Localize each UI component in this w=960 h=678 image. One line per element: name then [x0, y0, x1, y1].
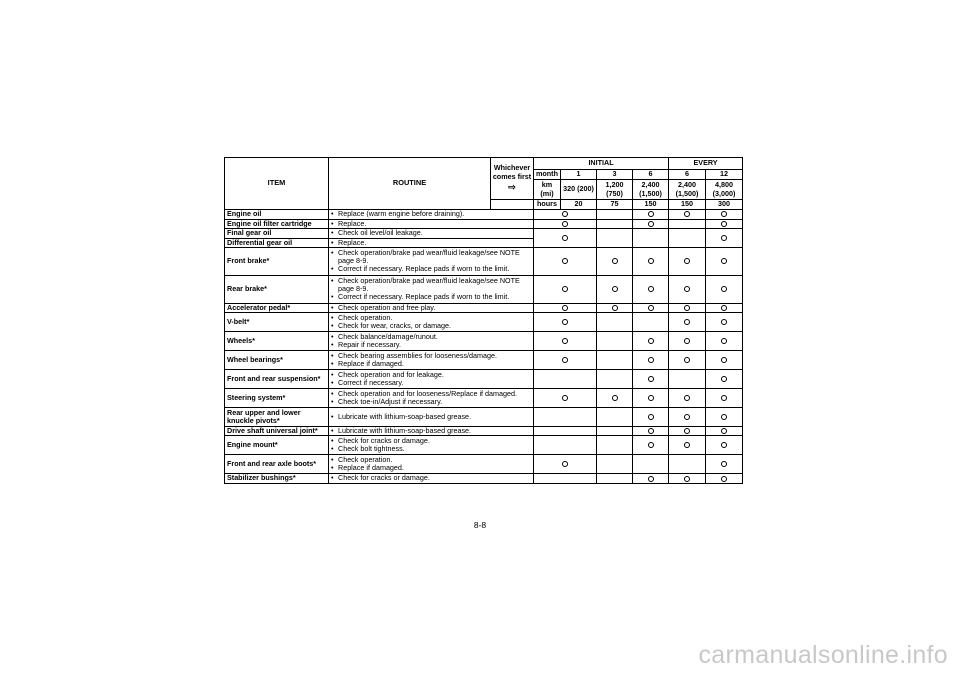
- mark-cell: [706, 389, 743, 408]
- mark-cell: [706, 313, 743, 332]
- item-cell: Rear upper and lower knuckle pivots*: [225, 408, 329, 427]
- routine-line: • Replace if damaged.: [331, 464, 531, 472]
- mark-cell: [633, 436, 669, 455]
- routine-cell: [329, 238, 534, 247]
- routine-line: • Check toe-in/Adjust if necessary.: [331, 398, 531, 406]
- circle-mark-icon: [562, 286, 568, 292]
- mark-cell: [706, 351, 743, 370]
- mark-cell: [669, 436, 706, 455]
- mark-cell: [597, 474, 633, 483]
- circle-mark-icon: [721, 476, 727, 482]
- header-routine: ROUTINE: [329, 158, 491, 210]
- header-initial: INITIAL: [534, 158, 669, 170]
- circle-mark-icon: [721, 258, 727, 264]
- mark-cell: [706, 247, 743, 275]
- item-cell: Accelerator pedal*: [225, 303, 329, 312]
- circle-mark-icon: [721, 461, 727, 467]
- mark-cell: [534, 455, 597, 474]
- circle-mark-icon: [612, 305, 618, 311]
- header-every: EVERY: [669, 158, 743, 170]
- mark-cell: [534, 351, 597, 370]
- mark-cell: [597, 247, 633, 275]
- circle-mark-icon: [721, 211, 727, 217]
- mark-cell: [706, 220, 743, 229]
- mark-cell: [597, 351, 633, 370]
- circle-mark-icon: [684, 357, 690, 363]
- mark-cell: [633, 408, 669, 427]
- header-blank: [491, 200, 534, 210]
- mark-cell: [534, 275, 597, 303]
- routine-line: • Replace if damaged.: [331, 360, 531, 368]
- circle-mark-icon: [562, 305, 568, 311]
- circle-mark-icon: [684, 258, 690, 264]
- header-interval-value: 150: [633, 200, 669, 210]
- circle-mark-icon: [721, 428, 727, 434]
- header-interval-value: 3: [597, 170, 633, 180]
- circle-mark-icon: [648, 258, 654, 264]
- item-cell: Final gear oil: [225, 229, 329, 238]
- header-unit: km (mi): [534, 180, 561, 200]
- table-header: [225, 158, 743, 210]
- mark-cell: [633, 220, 669, 229]
- routine-line: • Check for cracks or damage.: [331, 437, 531, 445]
- mark-cell: [534, 408, 597, 427]
- mark-cell: [706, 229, 743, 248]
- routine-line: • Check balance/damage/runout.: [331, 333, 531, 341]
- mark-cell: [633, 303, 669, 312]
- header-interval-value: 4,800 (3,000): [706, 180, 743, 200]
- mark-cell: [706, 427, 743, 436]
- routine-line: • Check operation/brake pad wear/fluid leakage/see NOTE page 8-9.: [331, 249, 531, 266]
- mark-cell: [597, 436, 633, 455]
- circle-mark-icon: [721, 286, 727, 292]
- mark-cell: [633, 313, 669, 332]
- header-whichever: [491, 158, 534, 200]
- circle-mark-icon: [721, 357, 727, 363]
- item-cell: Stabilizer bushings*: [225, 474, 329, 483]
- mark-cell: [597, 455, 633, 474]
- routine-line: • Correct if necessary.: [331, 379, 531, 387]
- circle-mark-icon: [684, 305, 690, 311]
- mark-cell: [597, 408, 633, 427]
- routine-line: • Replace.: [331, 220, 531, 228]
- circle-mark-icon: [684, 338, 690, 344]
- mark-cell: [534, 229, 597, 248]
- mark-cell: [669, 351, 706, 370]
- circle-mark-icon: [684, 476, 690, 482]
- circle-mark-icon: [721, 414, 727, 420]
- whichever-text: Whichever comes first: [492, 162, 532, 181]
- circle-mark-icon: [648, 442, 654, 448]
- circle-mark-icon: [562, 319, 568, 325]
- mark-cell: [633, 370, 669, 389]
- table-row: [225, 455, 743, 474]
- table-row: [225, 474, 743, 483]
- routine-cell: [329, 332, 534, 351]
- header-interval-value: 2,400 (1,500): [633, 180, 669, 200]
- mark-cell: [633, 332, 669, 351]
- item-cell: Rear brake*: [225, 275, 329, 303]
- routine-line: • Check operation and free play.: [331, 304, 531, 312]
- routine-line: • Check bolt tightness.: [331, 445, 531, 453]
- mark-cell: [669, 474, 706, 483]
- mark-cell: [534, 427, 597, 436]
- item-cell: Steering system*: [225, 389, 329, 408]
- mark-cell: [669, 229, 706, 248]
- item-cell: Engine mount*: [225, 436, 329, 455]
- table-row: [225, 427, 743, 436]
- page-number: 8-8: [473, 520, 487, 530]
- mark-cell: [706, 332, 743, 351]
- routine-line: • Check operation and for leakage.: [331, 371, 531, 379]
- mark-cell: [669, 303, 706, 312]
- table-row: [225, 247, 743, 275]
- routine-line: • Replace.: [331, 239, 531, 247]
- mark-cell: [534, 313, 597, 332]
- circle-mark-icon: [648, 395, 654, 401]
- routine-line: • Check for wear, cracks, or damage.: [331, 322, 531, 330]
- item-cell: V-belt*: [225, 313, 329, 332]
- header-interval-value: 20: [561, 200, 597, 210]
- mark-cell: [534, 474, 597, 483]
- table-row: [225, 220, 743, 229]
- table-row: [225, 303, 743, 312]
- circle-mark-icon: [684, 286, 690, 292]
- circle-mark-icon: [648, 211, 654, 217]
- circle-mark-icon: [612, 395, 618, 401]
- mark-cell: [633, 229, 669, 248]
- mark-cell: [669, 455, 706, 474]
- mark-cell: [597, 332, 633, 351]
- header-unit: month: [534, 170, 561, 180]
- mark-cell: [669, 220, 706, 229]
- mark-cell: [669, 313, 706, 332]
- routine-cell: [329, 303, 534, 312]
- watermark: carmanualsonline.info: [698, 641, 948, 669]
- mark-cell: [597, 313, 633, 332]
- circle-mark-icon: [562, 338, 568, 344]
- mark-cell: [633, 275, 669, 303]
- routine-cell: [329, 370, 534, 389]
- circle-mark-icon: [684, 442, 690, 448]
- table-row: [225, 332, 743, 351]
- mark-cell: [706, 455, 743, 474]
- mark-cell: [706, 275, 743, 303]
- circle-mark-icon: [721, 235, 727, 241]
- routine-line: • Check operation.: [331, 314, 531, 322]
- mark-cell: [669, 389, 706, 408]
- mark-cell: [633, 455, 669, 474]
- mark-cell: [597, 275, 633, 303]
- circle-mark-icon: [721, 305, 727, 311]
- table-row: [225, 408, 743, 427]
- table-row: [225, 313, 743, 332]
- routine-line: • Correct if necessary. Replace pads if worn to the limit.: [331, 293, 531, 301]
- routine-line: • Replace (warm engine before draining).: [331, 210, 531, 218]
- circle-mark-icon: [562, 221, 568, 227]
- mark-cell: [597, 229, 633, 248]
- routine-line: • Check operation and for looseness/Replace if damaged.: [331, 390, 531, 398]
- mark-cell: [534, 370, 597, 389]
- mark-cell: [706, 408, 743, 427]
- mark-cell: [633, 351, 669, 370]
- header-interval-value: 150: [669, 200, 706, 210]
- circle-mark-icon: [684, 211, 690, 217]
- header-interval-value: 1,200 (750): [597, 180, 633, 200]
- circle-mark-icon: [721, 442, 727, 448]
- table-row: [225, 436, 743, 455]
- header-interval-value: 12: [706, 170, 743, 180]
- circle-mark-icon: [612, 258, 618, 264]
- mark-cell: [597, 303, 633, 312]
- routine-cell: [329, 455, 534, 474]
- routine-cell: [329, 229, 534, 238]
- table-row: [225, 275, 743, 303]
- circle-mark-icon: [648, 338, 654, 344]
- item-cell: Engine oil filter cartridge: [225, 220, 329, 229]
- item-cell: Drive shaft universal joint*: [225, 427, 329, 436]
- routine-cell: [329, 427, 534, 436]
- circle-mark-icon: [562, 395, 568, 401]
- header-interval-value: 320 (200): [561, 180, 597, 200]
- header-interval-value: 2,400 (1,500): [669, 180, 706, 200]
- mark-cell: [534, 303, 597, 312]
- table-row: [225, 229, 743, 238]
- mark-cell: [534, 247, 597, 275]
- circle-mark-icon: [648, 357, 654, 363]
- mark-cell: [706, 474, 743, 483]
- circle-mark-icon: [648, 286, 654, 292]
- routine-cell: [329, 436, 534, 455]
- table-body: [225, 210, 743, 484]
- mark-cell: [597, 427, 633, 436]
- mark-cell: [597, 389, 633, 408]
- circle-mark-icon: [684, 428, 690, 434]
- mark-cell: [534, 436, 597, 455]
- item-cell: Differential gear oil: [225, 238, 329, 247]
- routine-cell: [329, 210, 534, 220]
- mark-cell: [597, 220, 633, 229]
- table-row: [225, 389, 743, 408]
- mark-cell: [633, 389, 669, 408]
- routine-cell: [329, 220, 534, 229]
- item-cell: Front and rear suspension*: [225, 370, 329, 389]
- header-item: ITEM: [225, 158, 329, 210]
- arrow-right-icon: ⇨: [508, 182, 516, 193]
- routine-cell: [329, 389, 534, 408]
- header-interval-value: 6: [669, 170, 706, 180]
- item-cell: Front brake*: [225, 247, 329, 275]
- circle-mark-icon: [648, 428, 654, 434]
- mark-cell: [669, 427, 706, 436]
- mark-cell: [534, 220, 597, 229]
- item-cell: Wheels*: [225, 332, 329, 351]
- circle-mark-icon: [721, 221, 727, 227]
- circle-mark-icon: [721, 338, 727, 344]
- routine-cell: [329, 408, 534, 427]
- table-row: [225, 370, 743, 389]
- circle-mark-icon: [684, 319, 690, 325]
- mark-cell: [633, 474, 669, 483]
- mark-cell: [534, 210, 597, 220]
- routine-line: • Check operation.: [331, 456, 531, 464]
- circle-mark-icon: [721, 395, 727, 401]
- routine-line: • Lubricate with lithium-soap-based grease.: [331, 427, 531, 435]
- circle-mark-icon: [562, 211, 568, 217]
- circle-mark-icon: [721, 376, 727, 382]
- routine-cell: [329, 313, 534, 332]
- item-cell: Engine oil: [225, 210, 329, 220]
- header-interval-value: 300: [706, 200, 743, 210]
- mark-cell: [669, 275, 706, 303]
- mark-cell: [669, 370, 706, 389]
- routine-line: • Check oil level/oil leakage.: [331, 229, 531, 237]
- routine-line: • Check for cracks or damage.: [331, 474, 531, 482]
- routine-cell: [329, 474, 534, 483]
- mark-cell: [534, 389, 597, 408]
- mark-cell: [633, 210, 669, 220]
- circle-mark-icon: [684, 414, 690, 420]
- routine-cell: [329, 351, 534, 370]
- routine-line: • Lubricate with lithium-soap-based grease.: [331, 413, 531, 421]
- circle-mark-icon: [648, 305, 654, 311]
- circle-mark-icon: [562, 235, 568, 241]
- circle-mark-icon: [648, 376, 654, 382]
- mark-cell: [534, 332, 597, 351]
- mark-cell: [669, 332, 706, 351]
- mark-cell: [706, 436, 743, 455]
- circle-mark-icon: [562, 357, 568, 363]
- mark-cell: [633, 247, 669, 275]
- mark-cell: [597, 210, 633, 220]
- item-cell: Front and rear axle boots*: [225, 455, 329, 474]
- mark-cell: [669, 210, 706, 220]
- circle-mark-icon: [648, 476, 654, 482]
- routine-line: • Check operation/brake pad wear/fluid leakage/see NOTE page 8-9.: [331, 277, 531, 294]
- circle-mark-icon: [684, 395, 690, 401]
- maintenance-schedule-table: [224, 157, 743, 484]
- routine-line: • Check bearing assemblies for looseness/damage.: [331, 352, 531, 360]
- mark-cell: [706, 303, 743, 312]
- header-interval-value: 1: [561, 170, 597, 180]
- header-interval-value: 75: [597, 200, 633, 210]
- table-row: [225, 210, 743, 220]
- table-row: [225, 351, 743, 370]
- routine-line: • Repair if necessary.: [331, 341, 531, 349]
- routine-cell: [329, 247, 534, 275]
- item-cell: Wheel bearings*: [225, 351, 329, 370]
- mark-cell: [669, 408, 706, 427]
- mark-cell: [669, 247, 706, 275]
- header-unit: hours: [534, 200, 561, 210]
- routine-line: • Correct if necessary. Replace pads if worn to the limit.: [331, 265, 531, 273]
- circle-mark-icon: [612, 286, 618, 292]
- mark-cell: [633, 427, 669, 436]
- mark-cell: [706, 370, 743, 389]
- circle-mark-icon: [648, 414, 654, 420]
- circle-mark-icon: [721, 319, 727, 325]
- circle-mark-icon: [562, 258, 568, 264]
- circle-mark-icon: [648, 221, 654, 227]
- mark-cell: [706, 210, 743, 220]
- header-interval-value: 6: [633, 170, 669, 180]
- routine-cell: [329, 275, 534, 303]
- circle-mark-icon: [562, 461, 568, 467]
- mark-cell: [597, 370, 633, 389]
